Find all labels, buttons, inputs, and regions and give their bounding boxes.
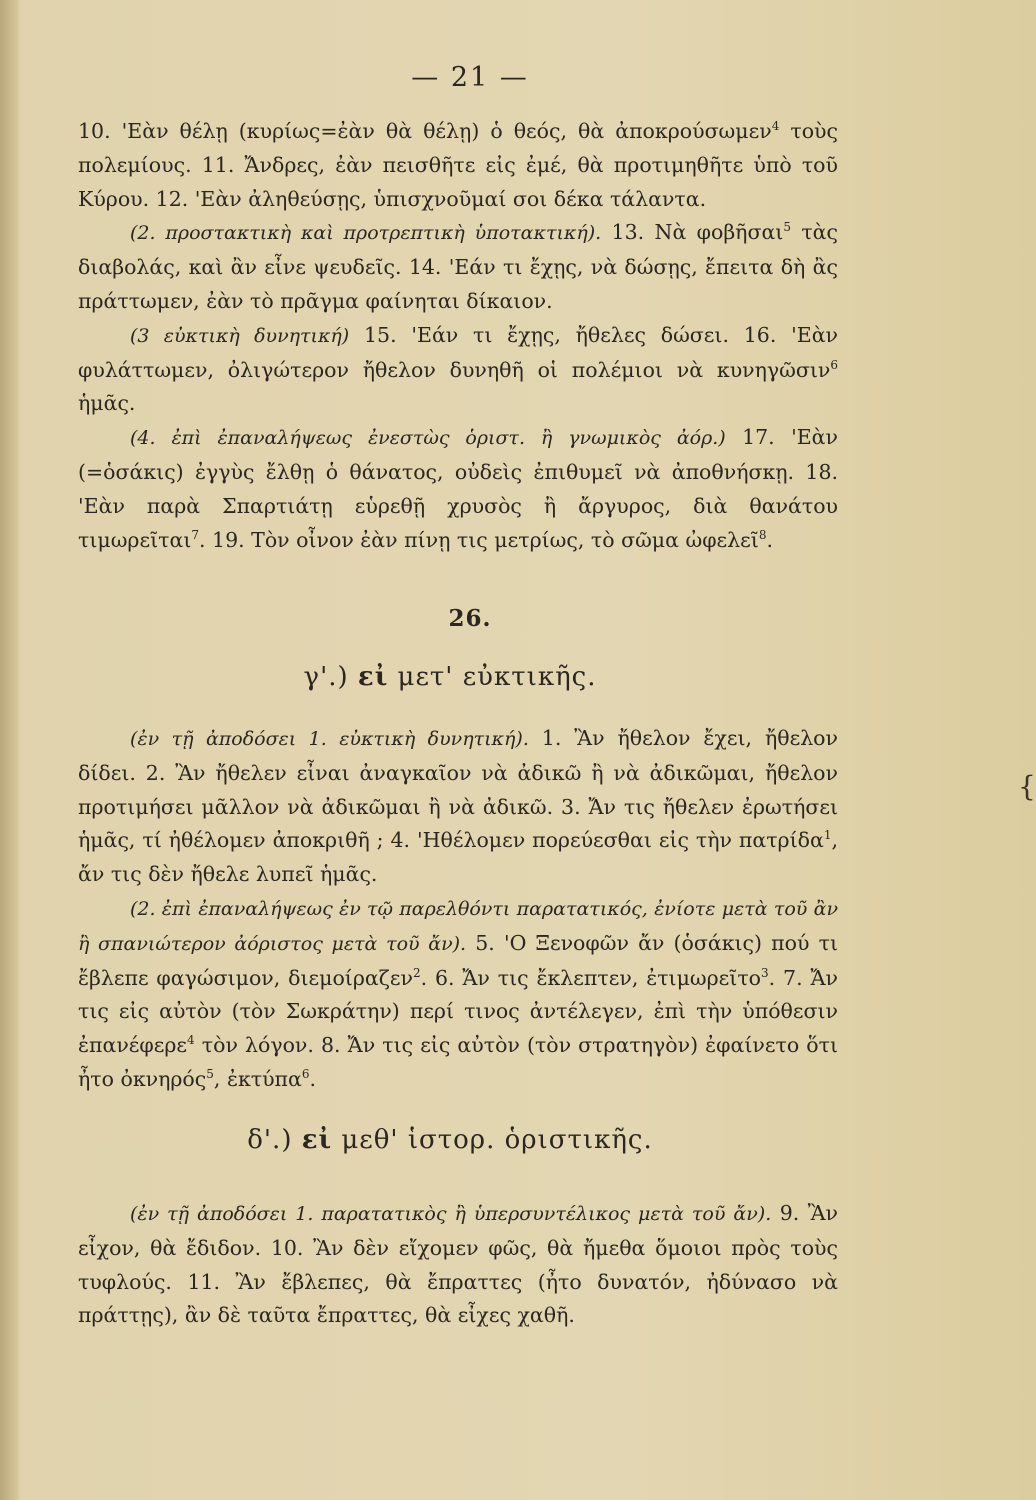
text-block-25-continued [78,115,838,557]
paragraph: 10. 'Εὰν θέλῃ (κυρίως=ἐὰν θὰ θέλῃ) ὁ θεός, θὰ ἀποκρούσωμεν$^4$ τοὺς πολεμίους. 11. Ἄνδρες, ἐὰν πεισθῆτε εἰς ἐμέ, θὰ προτιμηθῆτε ὑπὸ τοῦ Κύρου. 12. 'Εὰν ἀληθεύσῃς, ὑπισχνοῦμαί σοι δέκα τάλαντα. [78,119,838,211]
margin-bracket-mark: { [1018,770,1036,803]
paragraph: (3 εὐκτικὴ δυνητική) 15. 'Εάν τι ἔχῃς, ἤθελες δώσει. 16. 'Εὰν φυλάττωμεν, ὀλιγώτερον ἤθελον δυνηθῆ οἱ πολέμιοι νὰ κυνηγῶσιν$^6$ ἡμᾶς. [78,322,839,416]
section-number: 26. [448,605,492,632]
text-block-delta [78,1197,838,1333]
paragraph: (4. ἐπὶ ἐπαναλήψεως ἐνεστὼς ὁριστ. ἢ γνωμικὸς ἀόρ.) 17. 'Εὰν (=ὁσάκις) ἐγγὺς ἔλθῃ ὁ θάνατος, οὐδεὶς ἐπιθυμεῖ νὰ ἀποθνήσκῃ. 18. 'Εὰν παρὰ Σπαρτιάτῃ εὑρεθῇ χρυσὸς ἢ ἄργυρος, διὰ θανάτου τιμωρεῖται$^7$. 19. Τὸν οἶνον ἐὰν πίνῃ τις μετρίως, τὸ σῶμα ὠφελεῖ$^8$. [78,425,838,552]
section-heading-delta: δ'.) εἰ μεθ' ἱστορ. ὁριστικῆς. [247,1125,653,1155]
text-block-gamma [78,722,838,1097]
section-heading-gamma: γ'.) εἰ μετ' εὐκτικῆς. [303,662,597,692]
paragraph: (2. προστακτικὴ καὶ προτρεπτικὴ ὑποτακτική). 13. Νὰ φοβῆσαι$^5$ τὰς διαβολάς, καὶ ἂν εἶνε ψευδεῖς. 14. 'Εάν τι ἔχῃς, νὰ δώσῃς, ἔπειτα δὴ ἂς πράττωμεν, ἐὰν τὸ πρᾶγμα φαίνηται δίκαιον. [78,220,838,313]
page-binding-edge [0,0,18,1500]
paragraph: (ἐν τῇ ἀποδόσει 1. παρατατικὸς ἢ ὑπερσυντέλικος μετὰ τοῦ ἄν). 9. Ἂν εἶχον, θὰ ἔδιδον. 10. Ἂν δὲν εἴχομεν φῶς, θὰ ἤμεθα ὅμοιοι πρὸς τοὺς τυφλούς. 11. Ἂν ἔβλεπες, θὰ ἔπραττες (ἦτο δυνατόν, ἠδύνασο νὰ πράττῃς), ἂν δὲ ταῦτα ἔπραττες, θὰ εἶχες χαθῆ. [78,1201,838,1328]
page-number: — 21 — [411,62,529,93]
paragraph: (ἐν τῇ ἀποδόσει 1. εὐκτικὴ δυνητική). 1. Ἂν ἤθελον ἔχει, ἤθελον δίδει. 2. Ἂν ἤθελεν εἶναι ἀναγκαῖον νὰ ἀδικῶ ἢ νὰ ἀδικῶμαι, ἤθελον προτιμήσει μᾶλλον νὰ ἀδικῶμαι ἢ νὰ ἀδικῶ. 3. Ἄν τις ἤθελεν ἐρωτήσει ἡμᾶς, τί ἠθέλομεν ἀποκριθῆ ; 4. 'Ηθέλομεν πορεύεσθαι εἰς τὴν πατρίδα$^1$, ἄν τις δὲν ἤθελε λυπεῖ ἡμᾶς. [78,726,838,887]
paragraph: (2. ἐπὶ ἐπαναλήψεως ἐν τῷ παρελθόντι παρατατικός, ἐνίοτε μετὰ τοῦ ἂν ἢ σπανιώτερον ἀόριστος μετὰ τοῦ ἄν). 5. 'Ο Ξενοφῶν ἄν (ὁσάκις) πού τι ἔβλεπε φαγώσιμον, διεμοίραζεν$^2$. 6. Ἄν τις ἔκλεπτεν, ἐτιμωρεῖτο$^3$. 7. Ἄν τις εἰς αὐτὸν (τὸν Σωκράτην) περί τινος ἀντέλεγεν, ἐπὶ τὴν ὑπόθεσιν ἐπανέφερε$^4$ τὸν λόγον. 8. Ἄν τις εἰς αὐτὸν (τὸν στρατηγὸν) ἐφαίνετο ὅτι ἦτο ὀκνηρός$^5$, ἐκτύπα$^6$. [78,897,838,1091]
